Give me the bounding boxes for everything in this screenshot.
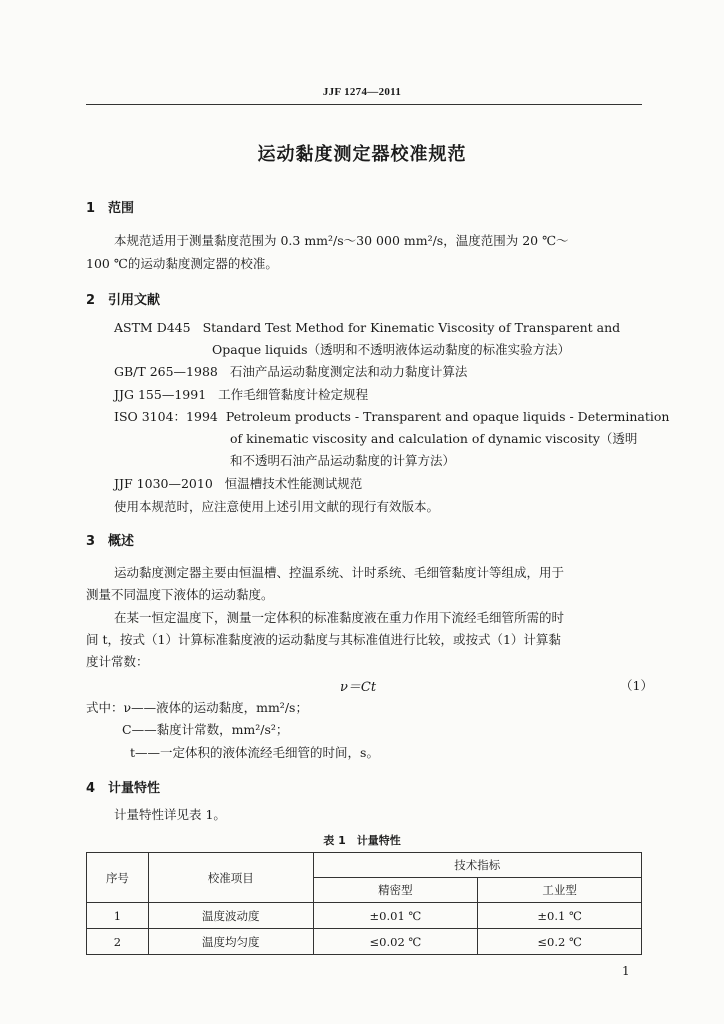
cell-item: 温度波动度: [148, 903, 313, 929]
section-heading-overview: [86, 530, 134, 549]
reference-jjg: [114, 385, 368, 405]
reference-iso-cont-1: of kinematic viscosity and calculation of dynamic viscosity（透明: [230, 431, 638, 446]
cell-item: 温度均匀度: [148, 929, 313, 955]
cell-precise: ±0.01 ℃: [313, 903, 478, 929]
where-line-2: C——黏度计常数，mm²/s²；: [122, 722, 289, 737]
header-tech: 技术指标: [313, 853, 641, 878]
section-number: 3: [86, 534, 96, 549]
formula: ν＝Ct: [340, 680, 377, 695]
reference-code: ISO 3104：1994: [114, 409, 218, 424]
overview-p2-line-1: 在某一恒定温度下，测量一定体积的标准黏度液在重力作用下流经毛细管所需的时: [114, 610, 565, 625]
section-heading-scope: [86, 197, 134, 216]
section-number: 1: [86, 201, 96, 216]
table-row: [87, 929, 642, 955]
header-industrial: 工业型: [478, 878, 642, 903]
reference-title: Petroleum products - Transparent and opaque liquids - Determination: [225, 409, 670, 424]
overview-p2-line-3: 度计常数：: [86, 654, 149, 669]
section-title: 引用文献: [108, 293, 161, 308]
overview-p1-line-2: 测量不同温度下液体的运动黏度。: [86, 587, 274, 602]
reference-title: 工作毛细管黏度计检定规程: [218, 387, 369, 402]
page-number: 1: [622, 964, 630, 978]
section-number: 2: [86, 293, 96, 308]
header-seq: 序号: [87, 853, 149, 903]
reference-astm: [114, 318, 620, 338]
scope-line-2: 100 ℃的运动黏度测定器的校准。: [86, 256, 278, 271]
reference-gb: [114, 362, 467, 382]
table-row: [87, 903, 642, 929]
cell-industrial: ≤0.2 ℃: [478, 929, 642, 955]
overview-p2-line-2: 间 t，按式（1）计算标准黏度液的运动黏度与其标准值进行比较，或按式（1）计算黏: [86, 632, 561, 647]
cell-seq: 1: [87, 903, 149, 929]
reference-code: ASTM D445: [114, 320, 191, 335]
scope-line-1: 本规范适用于测量黏度范围为 0.3 mm²/s～30 000 mm²/s，温度范围为 20 ℃～: [114, 233, 569, 248]
section-heading-metrology: [86, 777, 160, 796]
section-number: 4: [86, 781, 96, 796]
formula-number: （1）: [620, 678, 653, 693]
section-title: 计量特性: [108, 781, 161, 796]
section-heading-references: [86, 289, 160, 308]
header-item: 校准项目: [148, 853, 313, 903]
overview-p1-line-1: 运动黏度测定器主要由恒温槽、控温系统、计时系统、毛细管黏度计等组成，用于: [114, 565, 565, 580]
reference-jjf: [114, 474, 362, 494]
section-title: 范围: [108, 201, 135, 216]
section-title: 概述: [108, 534, 135, 549]
where-line-1: 式中：ν——液体的运动黏度，mm²/s；: [86, 700, 308, 715]
cell-industrial: ±0.1 ℃: [478, 903, 642, 929]
reference-code: GB/T 265—1988: [114, 364, 218, 379]
reference-title: Standard Test Method for Kinematic Viscosity of Transparent and: [202, 320, 621, 335]
metrology-intro: 计量特性详见表 1。: [114, 807, 226, 822]
header-rule: [86, 104, 642, 105]
where-line-3: t——一定体积的液体流经毛细管的时间，s。: [130, 745, 379, 760]
reference-astm-cont: Opaque liquids（透明和不透明液体运动黏度的标准实验方法）: [212, 342, 571, 357]
document-title: 运动黏度测定器校准规范: [257, 144, 467, 165]
table-header-row: [87, 853, 642, 878]
references-note: 使用本规范时，应注意使用上述引用文献的现行有效版本。: [114, 499, 440, 514]
reference-code: JJG 155—1991: [114, 387, 207, 402]
table-caption: 表 1 计量特性: [323, 834, 401, 847]
header-precise: 精密型: [313, 878, 478, 903]
cell-seq: 2: [87, 929, 149, 955]
reference-iso: [114, 407, 669, 427]
cell-precise: ≤0.02 ℃: [313, 929, 478, 955]
metrology-table: [86, 852, 642, 955]
standard-code-header: JJF 1274—2011: [322, 86, 402, 98]
reference-title: 石油产品运动黏度测定法和动力黏度计算法: [229, 364, 468, 379]
reference-iso-cont-2: 和不透明石油产品运动黏度的计算方法）: [230, 453, 456, 468]
reference-code: JJF 1030—2010: [114, 476, 213, 491]
reference-title: 恒温槽技术性能测试规范: [224, 476, 363, 491]
